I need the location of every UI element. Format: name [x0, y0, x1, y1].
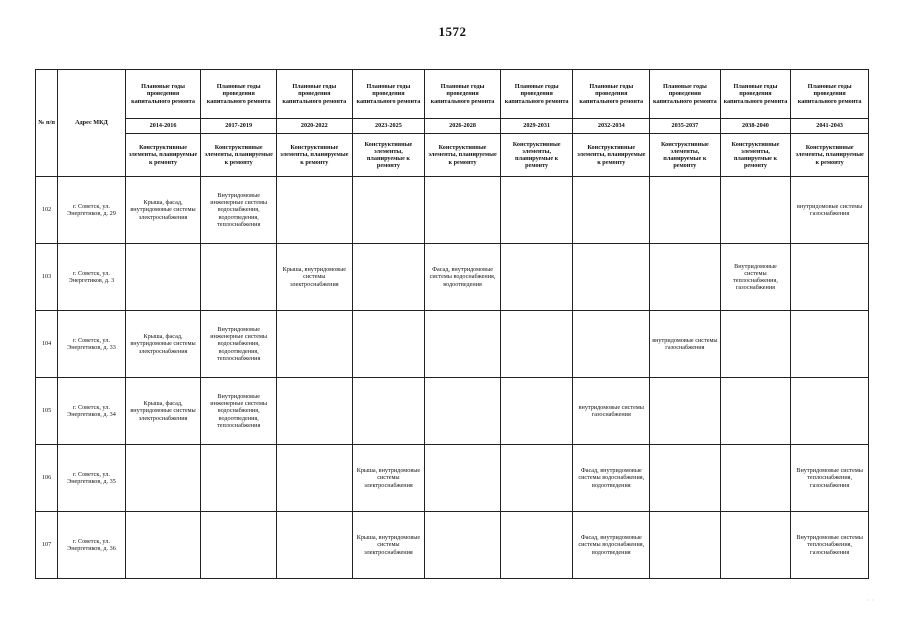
repair-elements-cell: [500, 311, 573, 378]
period-subheader: Конструктивные элементы, планируемые к ремонту: [201, 134, 277, 177]
repair-elements-cell: [125, 445, 201, 512]
repair-elements-cell: [425, 512, 501, 579]
repair-elements-cell: Крыша, внутридомовые системы электроснабжения: [276, 244, 352, 311]
table-row: [36, 177, 869, 244]
repair-elements-cell: [500, 177, 573, 244]
repair-elements-cell: Крыша, фасад, внутридомовые системы электроснабжения: [125, 177, 201, 244]
page-number: 1572: [438, 24, 467, 39]
period-title: Плановые годы проведения капитального ремонта: [425, 70, 501, 119]
repair-elements-cell: Фасад, внутридомовые системы водоснабжения, водоотведения: [425, 244, 501, 311]
repair-elements-cell: [500, 512, 573, 579]
repair-elements-cell: внутридомовые системы газоснабжения: [573, 378, 650, 445]
repair-elements-cell: [425, 177, 501, 244]
repair-elements-cell: [573, 244, 650, 311]
period-range: 2041-2043: [791, 119, 869, 134]
period-subheader: Конструктивные элементы, планируемые к ремонту: [573, 134, 650, 177]
period-title: Плановые годы проведения капитального ремонта: [500, 70, 573, 119]
repair-elements-cell: [276, 445, 352, 512]
repair-elements-cell: [791, 311, 869, 378]
repair-elements-cell: [650, 512, 721, 579]
scan-artifact: · ·: [867, 596, 875, 605]
row-address: г. Советск, ул. Энергетиков, д. 35: [58, 445, 126, 512]
table-row: [36, 512, 869, 579]
row-address: г. Советск, ул. Энергетиков, д. 3: [58, 244, 126, 311]
period-subheader: Конструктивные элементы, планируемые к ремонту: [125, 134, 201, 177]
repair-elements-cell: [276, 378, 352, 445]
period-range: 2020-2022: [276, 119, 352, 134]
repair-elements-cell: внутридомовые системы газоснабжения: [650, 311, 721, 378]
period-range: 2035-2037: [650, 119, 721, 134]
repair-elements-cell: Внутридомовые инженерные системы водоснабжения, водоотведения, теплоснабжения: [201, 311, 277, 378]
period-title: Плановые годы проведения капитального ремонта: [720, 70, 791, 119]
row-number: 105: [36, 378, 58, 445]
repair-elements-cell: [425, 378, 501, 445]
row-number: 102: [36, 177, 58, 244]
repair-elements-cell: [500, 244, 573, 311]
repair-elements-cell: [573, 311, 650, 378]
repair-elements-cell: внутридомовые системы газоснабжения: [791, 177, 869, 244]
repair-elements-cell: [791, 244, 869, 311]
period-title: Плановые годы проведения капитального ремонта: [573, 70, 650, 119]
table-row: [36, 445, 869, 512]
table-row: [36, 244, 869, 311]
repair-elements-cell: [276, 512, 352, 579]
repair-elements-cell: Внутридомовые системы теплоснабжения, газоснабжения: [720, 244, 791, 311]
period-range: 2038-2040: [720, 119, 791, 134]
repair-elements-cell: [276, 177, 352, 244]
repair-elements-cell: Внутридомовые системы теплоснабжения, газоснабжения: [791, 445, 869, 512]
repair-elements-cell: [352, 177, 425, 244]
repair-elements-cell: [500, 445, 573, 512]
row-number: 104: [36, 311, 58, 378]
row-address: г. Советск, ул. Энергетиков, д. 34: [58, 378, 126, 445]
table-row: [36, 311, 869, 378]
repair-elements-cell: Крыша, внутридомовые системы электроснабжения: [352, 512, 425, 579]
repair-elements-cell: [201, 244, 277, 311]
repair-elements-cell: Внутридомовые инженерные системы водоснабжения, водоотведения, теплоснабжения: [201, 378, 277, 445]
period-range: 2017-2019: [201, 119, 277, 134]
period-subheader: Конструктивные элементы, планируемые к ремонту: [276, 134, 352, 177]
row-address: г. Советск, ул. Энергетиков, д. 33: [58, 311, 126, 378]
repair-elements-cell: [125, 512, 201, 579]
repair-elements-cell: [352, 311, 425, 378]
period-subheader: Конструктивные элементы, планируемые к ремонту: [720, 134, 791, 177]
period-title: Плановые годы проведения капитального ремонта: [276, 70, 352, 119]
period-subheader: Конструктивные элементы, планируемые к ремонту: [425, 134, 501, 177]
repair-elements-cell: [500, 378, 573, 445]
period-subheader: Конструктивные элементы, планируемые к ремонту: [650, 134, 721, 177]
row-number: 106: [36, 445, 58, 512]
repair-schedule-table: [35, 69, 869, 579]
repair-elements-cell: Крыша, фасад, внутридомовые системы электроснабжения: [125, 378, 201, 445]
repair-elements-cell: [352, 378, 425, 445]
repair-elements-cell: [573, 177, 650, 244]
repair-elements-cell: [425, 311, 501, 378]
repair-elements-cell: Внутридомовые инженерные системы водоснабжения, водоотведения, теплоснабжения: [201, 177, 277, 244]
row-address: г. Советск, ул. Энергетиков, д. 36: [58, 512, 126, 579]
repair-elements-cell: [650, 244, 721, 311]
period-title: Плановые годы проведения капитального ремонта: [650, 70, 721, 119]
repair-elements-cell: [650, 445, 721, 512]
repair-elements-cell: [650, 177, 721, 244]
repair-elements-cell: Фасад, внутридомовые системы водоснабжения, водоотведения: [573, 512, 650, 579]
table-row: [36, 378, 869, 445]
repair-elements-cell: [201, 445, 277, 512]
repair-elements-cell: [720, 445, 791, 512]
period-title: Плановые годы проведения капитального ремонта: [791, 70, 869, 119]
header-number: № п/п: [36, 70, 58, 177]
repair-elements-cell: [791, 378, 869, 445]
period-title: Плановые годы проведения капитального ремонта: [352, 70, 425, 119]
repair-elements-cell: [352, 244, 425, 311]
period-range: 2014-2016: [125, 119, 201, 134]
repair-elements-cell: [720, 512, 791, 579]
repair-elements-cell: Фасад, внутридомовые системы водоснабжения, водоотведения: [573, 445, 650, 512]
period-range: 2032-2034: [573, 119, 650, 134]
period-title: Плановые годы проведения капитального ремонта: [201, 70, 277, 119]
repair-elements-cell: [720, 177, 791, 244]
row-address: г. Советск, ул. Энергетиков, д. 29: [58, 177, 126, 244]
repair-elements-cell: [720, 378, 791, 445]
period-range: 2026-2028: [425, 119, 501, 134]
repair-elements-cell: [201, 512, 277, 579]
repair-elements-cell: Внутридомовые системы теплоснабжения, газоснабжения: [791, 512, 869, 579]
repair-elements-cell: Крыша, внутридомовые системы электроснабжения: [352, 445, 425, 512]
period-subheader: Конструктивные элементы, планируемые к ремонту: [791, 134, 869, 177]
repair-elements-cell: [276, 311, 352, 378]
period-subheader: Конструктивные элементы, планируемые к ремонту: [352, 134, 425, 177]
repair-elements-cell: [125, 244, 201, 311]
period-title: Плановые годы проведения капитального ремонта: [125, 70, 201, 119]
header-address: Адрес МКД: [58, 70, 126, 177]
row-number: 103: [36, 244, 58, 311]
repair-elements-cell: Крыша, фасад, внутридомовые системы электроснабжения: [125, 311, 201, 378]
period-subheader: Конструктивные элементы, планируемые к ремонту: [500, 134, 573, 177]
repair-elements-cell: [425, 445, 501, 512]
row-number: 107: [36, 512, 58, 579]
period-range: 2029-2031: [500, 119, 573, 134]
repair-elements-cell: [720, 311, 791, 378]
repair-elements-cell: [650, 378, 721, 445]
period-range: 2023-2025: [352, 119, 425, 134]
